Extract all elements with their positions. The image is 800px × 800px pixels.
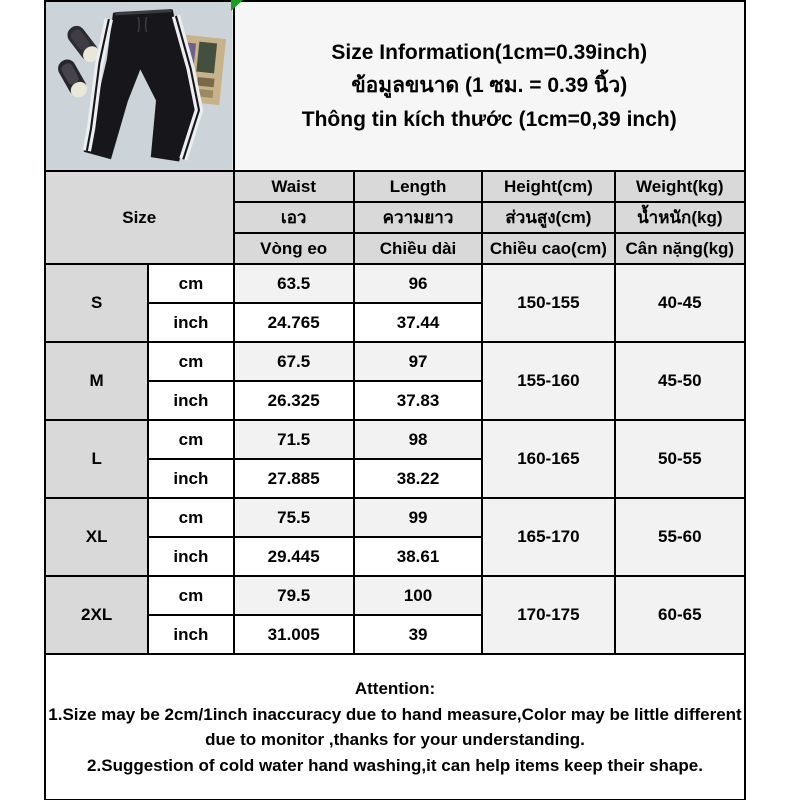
weight-range-m: 45-50 [615, 342, 745, 420]
col-header-length-en: Length [354, 171, 482, 202]
waist-cm-s: 63.5 [234, 264, 354, 303]
col-header-waist-en: Waist [234, 171, 354, 202]
size-cell-2xl: 2XL [45, 576, 148, 654]
unit-inch: inch [148, 537, 233, 576]
col-header-waist-th: เอว [234, 202, 354, 233]
size-table [44, 0, 746, 800]
height-range-xl: 165-170 [482, 498, 614, 576]
length-inch-2xl: 39 [354, 615, 482, 654]
unit-cm: cm [148, 576, 233, 615]
waist-inch-l: 27.885 [234, 459, 354, 498]
size-header: Size [45, 171, 234, 264]
title-english: Size Information(1cm=0.39inch) [331, 40, 648, 64]
weight-range-2xl: 60-65 [615, 576, 745, 654]
length-cm-s: 96 [354, 264, 482, 303]
size-cell-m: M [45, 342, 148, 420]
unit-inch: inch [148, 615, 233, 654]
waist-cm-m: 67.5 [234, 342, 354, 381]
col-header-weight-th: น้ำหนัก(kg) [615, 202, 745, 233]
table-row-l-cm [45, 420, 745, 459]
height-range-l: 160-165 [482, 420, 614, 498]
title-vietnamese: Thông tin kích thước (1cm=0,39 inch) [301, 107, 677, 131]
unit-cm: cm [148, 264, 233, 303]
unit-cm: cm [148, 342, 233, 381]
col-header-length-th: ความยาว [354, 202, 482, 233]
length-inch-l: 38.22 [354, 459, 482, 498]
length-inch-xl: 38.61 [354, 537, 482, 576]
waist-inch-2xl: 31.005 [234, 615, 354, 654]
length-inch-s: 37.44 [354, 303, 482, 342]
title-thai: ข้อมูลขนาด (1 ซม. = 0.39 นิ้ว) [351, 74, 628, 98]
unit-inch: inch [148, 381, 233, 420]
height-range-s: 150-155 [482, 264, 614, 342]
attention-line-1: 1.Size may be 2cm/1inch inaccuracy due to hand measure,Color may be little different due to monitor ,thanks for your understanding. [48, 704, 742, 749]
waist-inch-s: 24.765 [234, 303, 354, 342]
page-title [235, 36, 744, 137]
unit-inch: inch [148, 303, 233, 342]
waist-inch-xl: 29.445 [234, 537, 354, 576]
green-corner-marker-icon [231, 0, 244, 12]
col-header-height-en: Height(cm) [482, 171, 614, 202]
top-row [45, 1, 745, 171]
length-cm-2xl: 100 [354, 576, 482, 615]
product-photo-cell [45, 1, 234, 171]
col-header-length-vi: Chiều dài [354, 233, 482, 264]
size-cell-xl: XL [45, 498, 148, 576]
length-cm-xl: 99 [354, 498, 482, 537]
col-header-height-vi: Chiều cao(cm) [482, 233, 614, 264]
col-header-height-th: ส่วนสูง(cm) [482, 202, 614, 233]
weight-range-l: 50-55 [615, 420, 745, 498]
attention-line-2: 2.Suggestion of cold water hand washing,it can help items keep their shape. [87, 755, 703, 775]
weight-range-s: 40-45 [615, 264, 745, 342]
unit-cm: cm [148, 420, 233, 459]
waist-cm-xl: 75.5 [234, 498, 354, 537]
size-cell-s: S [45, 264, 148, 342]
waist-inch-m: 26.325 [234, 381, 354, 420]
table-row-m-cm [45, 342, 745, 381]
attention-row [45, 654, 745, 800]
unit-inch: inch [148, 459, 233, 498]
attention-box [45, 654, 745, 800]
title-cell [234, 1, 745, 171]
waist-cm-l: 71.5 [234, 420, 354, 459]
waist-cm-2xl: 79.5 [234, 576, 354, 615]
length-cm-m: 97 [354, 342, 482, 381]
col-header-weight-en: Weight(kg) [615, 171, 745, 202]
length-inch-m: 37.83 [354, 381, 482, 420]
header-row-english [45, 171, 745, 202]
attention-heading: Attention: [354, 679, 436, 698]
unit-cm: cm [148, 498, 233, 537]
table-row-2xl-cm [45, 576, 745, 615]
height-range-m: 155-160 [482, 342, 614, 420]
weight-range-xl: 55-60 [615, 498, 745, 576]
height-range-2xl: 170-175 [482, 576, 614, 654]
col-header-waist-vi: Vòng eo [234, 233, 354, 264]
length-cm-l: 98 [354, 420, 482, 459]
col-header-weight-vi: Cân nặng(kg) [615, 233, 745, 264]
product-photo [46, 2, 233, 170]
table-row-xl-cm [45, 498, 745, 537]
size-cell-l: L [45, 420, 148, 498]
table-row-s-cm [45, 264, 745, 303]
